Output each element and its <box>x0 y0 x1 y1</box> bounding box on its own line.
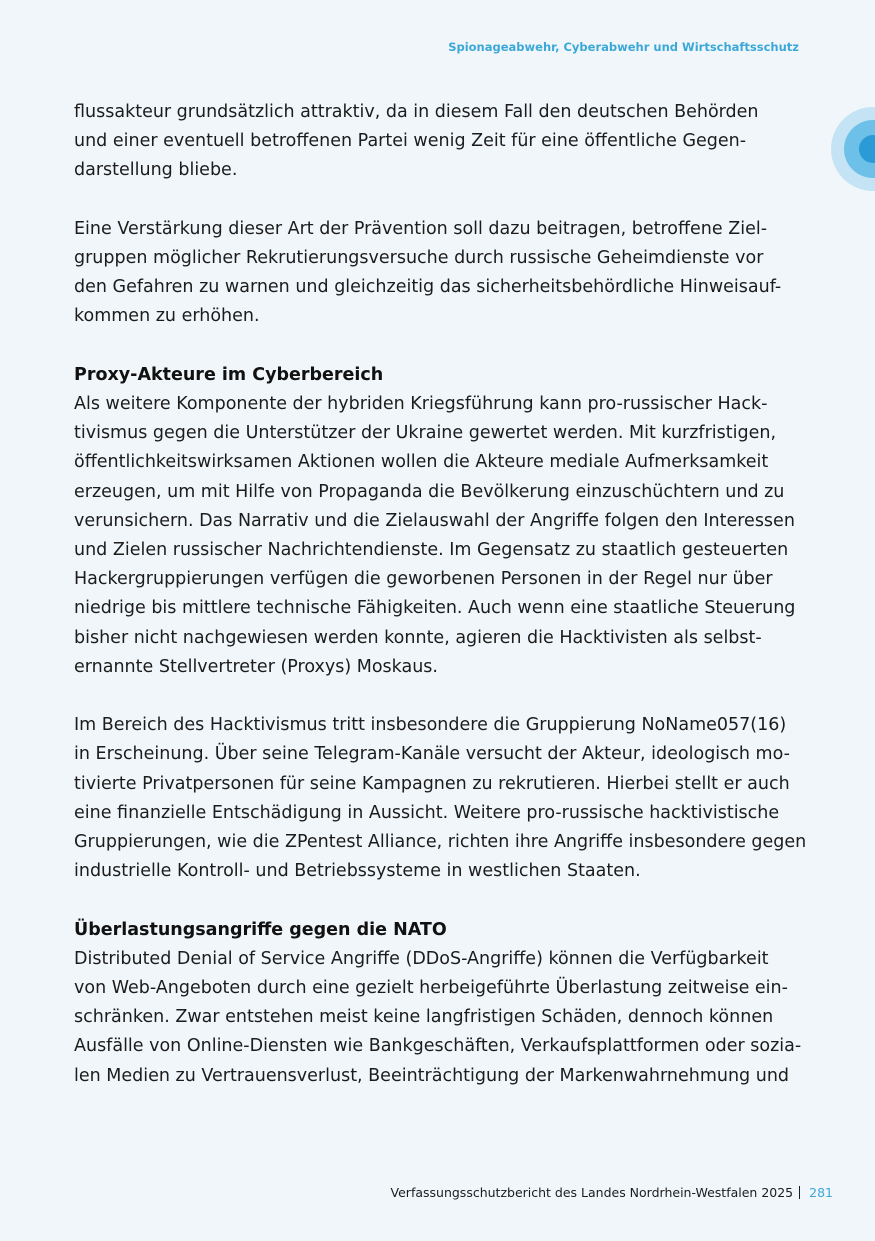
text-line: von Web-Angeboten durch eine gezielt herbeigeführte Überlastung zeitweise ein- <box>74 978 788 999</box>
text-line: Hackergruppierungen verfügen die geworbenen Personen in der Regel nur über <box>74 569 773 590</box>
text-line: Im Bereich des Hacktivismus tritt insbesondere die Gruppierung NoName057(16) <box>74 715 787 736</box>
text-line: flussakteur grundsätzlich attraktiv, da in diesem Fall den deutschen Behörden <box>74 102 759 122</box>
text-line: und Zielen russischer Nachrichtendienste. Im Gegensatz zu staatlich gesteuerten <box>74 540 789 561</box>
intro-paragraph <box>74 98 814 186</box>
text-line: kommen zu erhöhen. <box>74 306 260 327</box>
text-line: tivismus gegen die Unterstützer der Ukraine gewertet werden. Mit kurzfristigen, <box>74 423 777 444</box>
text-line: verunsichern. Das Narrativ und die Zielauswahl der Angriffe folgen den Interessen <box>74 510 795 531</box>
section-heading-ddos: Überlastungsangriffe gegen die NATO <box>74 919 447 940</box>
text-line: gruppen möglicher Rekrutierungsversuche durch russische Geheimdienste vor <box>74 248 764 268</box>
text-line: öffentlichkeitswirksamen Aktionen wollen die Akteure mediale Aufmerksamkeit <box>74 452 769 473</box>
page-number: 281 <box>809 1185 833 1200</box>
page-footer <box>391 1185 833 1200</box>
text-line: tivierte Privatpersonen für seine Kampagnen zu rekrutieren. Hierbei stellt er auch <box>74 773 790 794</box>
text-line: und einer eventuell betroffenen Partei wenig Zeit für eine öffentliche Gegen- <box>74 131 747 152</box>
ddos-paragraph-1 <box>74 945 814 1091</box>
text-line: Ausfälle von Online-Diensten wie Bankgeschäften, Verkaufsplattformen oder sozia- <box>74 1036 802 1057</box>
text-line: darstellung bliebe. <box>74 160 238 181</box>
proxy-paragraph-2 <box>74 711 814 886</box>
text-line: schränken. Zwar entstehen meist keine langfristigen Schäden, dennoch können <box>74 1007 774 1028</box>
text-line: bisher nicht nachgewiesen werden konnte, agieren die Hacktivisten als selbst- <box>74 627 762 648</box>
text-line: Distributed Denial of Service Angriffe (DDoS-Angriffe) können die Verfügbarkeit <box>74 948 769 969</box>
text-line: len Medien zu Vertrauensverlust, Beeinträchtigung der Markenwahrnehmung und <box>74 1065 790 1086</box>
text-line: erzeugen, um mit Hilfe von Propaganda die Bevölkerung einzuschüchtern und zu <box>74 481 785 502</box>
proxy-paragraph-1 <box>74 390 814 682</box>
decorative-dot <box>859 135 875 163</box>
text-line: Gruppierungen, wie die ZPentest Alliance, richten ihre Angriffe insbesondere gegen <box>74 832 807 853</box>
text-line: ernannte Stellvertreter (Proxys) Moskaus. <box>74 656 438 677</box>
publication-title: Verfassungsschutzbericht des Landes Nordrhein-Westfalen 2025 <box>390 1185 794 1200</box>
decorative-ring <box>844 120 875 178</box>
text-line: Als weitere Komponente der hybriden Kriegsführung kann pro-russischer Hack- <box>74 394 768 414</box>
text-line: niedrige bis mittlere technische Fähigkeiten. Auch wenn eine staatliche Steuerung <box>74 598 796 619</box>
page-body <box>74 98 814 1120</box>
text-line: Eine Verstärkung dieser Art der Prävention soll dazu beitragen, betroffene Ziel- <box>74 218 768 239</box>
footer-divider <box>799 1186 800 1199</box>
section-heading-proxy: Proxy-Akteure im Cyberbereich <box>74 364 384 385</box>
text-line: industrielle Kontroll- und Betriebssysteme in westlichen Staaten. <box>74 861 641 882</box>
running-header: Spionageabwehr, Cyberabwehr und Wirtschaftsschutz <box>448 40 799 54</box>
text-line: in Erscheinung. Über seine Telegram-Kanäle versucht der Akteur, ideologisch mo- <box>74 744 790 765</box>
text-line: den Gefahren zu warnen und gleichzeitig das sicherheitsbehördliche Hinweisauf- <box>74 277 782 298</box>
text-line: eine finanzielle Entschädigung in Aussicht. Weitere pro-russische hacktivistische <box>74 802 780 823</box>
prevention-paragraph <box>74 215 814 332</box>
decorative-circle-icon <box>831 107 875 191</box>
